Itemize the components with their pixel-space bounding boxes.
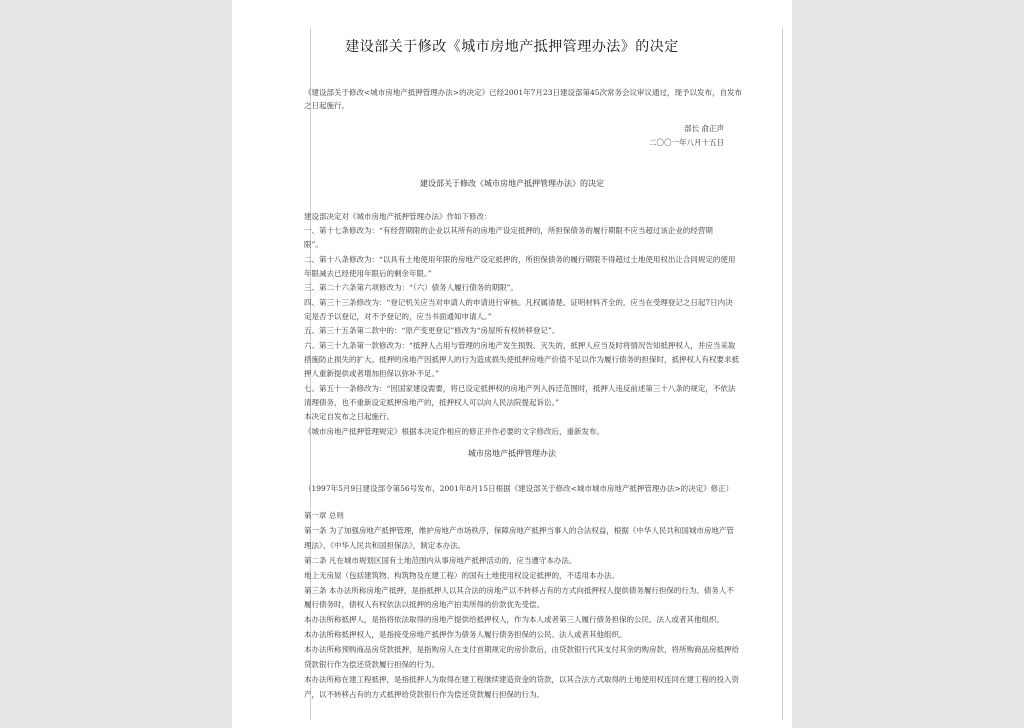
law-line: 履行债务时，债权人有权依法以抵押的房地产拍卖所得的价款优先受偿。 xyxy=(304,600,544,609)
decision-line: 三、第二十六条第六项修改为：“（六）债务人履行债务的期限”。 xyxy=(304,283,518,292)
decision-line: 押人重新提供或者增加担保以弥补不足。” xyxy=(304,369,440,378)
chapter-heading: 第一章 总则 xyxy=(304,511,344,520)
law-line: 本办法所称抵押权人，是指接受房地产抵押作为债务人履行债务担保的公民、法人或者其他组织。 xyxy=(304,630,627,639)
law-line: 第三条 本办法所称房地产抵押，是指抵押人以其合法的房地产以不转移占有的方式向抵押权人提供债务履行担保的行为。债务人不 xyxy=(304,586,734,595)
law-note: （1997年5月9日建设部令第56号发布，2001年8月15日根据《建设部关于修改<城市城市房地产抵押管理办法>的决定》修正） xyxy=(304,484,734,493)
law-line: 产，以不转移占有的方式抵押给贷款银行作为偿还贷款履行担保的行为。 xyxy=(304,690,544,699)
decision-line: 一、第十七条修改为：“有经营期限的企业以其所有的房地产设定抵押的，所担保债务的履行期限不应当超过该企业的经营期 xyxy=(304,226,713,235)
signature-date: 二〇〇一年八月十五日 xyxy=(649,138,724,147)
law-line: 第二条 凡在城市规划区国有土地范围内从事房地产抵押活动的，应当遵守本办法。 xyxy=(304,556,577,565)
decision-line: 年限减去已经使用年限后的剩余年限。” xyxy=(304,269,432,278)
decision-line: 六、第三十九条第一款修改为：“抵押人占用与管理的房地产发生损毁、灭失的，抵押人应当及时将情况告知抵押权人，并应当采取 xyxy=(304,341,736,350)
decision-line: 本决定自发布之日起施行。 xyxy=(304,412,394,421)
decision-line: 建设部决定对《城市房地产抵押管理办法》作如下修改： xyxy=(304,212,492,221)
right-margin-rule xyxy=(782,28,783,720)
intro-line: 《建设部关于修改<城市房地产抵押管理办法>的决定》已经2001年7月23日建设部第45次常务会议审议通过，现予以发布，自发布 xyxy=(304,88,743,97)
decision-line: 措施防止损失的扩大。抵押的房地产因抵押人的行为造成损失使抵押房地产价值不足以作为履行债务的担保时，抵押权人有权要求抵 xyxy=(304,355,739,364)
signature-role: 部长 俞正声 xyxy=(684,124,724,133)
law-line: 贷款银行作为偿还贷款履行担保的行为。 xyxy=(304,660,439,669)
law-line: 本办法所称抵押人，是指将依法取得的房地产提供给抵押权人，作为本人或者第三人履行债务担保的公民、法人或者其他组织。 xyxy=(304,615,724,624)
decision-line: 四、第三十三条修改为：“登记机关应当对申请人的申请进行审核。凡权属清楚、证明材料齐全的，应当在受理登记之日起7日内决 xyxy=(304,298,733,307)
decision-line: 七、第五十一条修改为：“因国家建设需要，将已设定抵押权的房地产列入拆迁范围时，抵押人违反前述第三十八条的规定，不依法 xyxy=(304,384,736,393)
law-line: 理法》、《中华人民共和国担保法》，制定本办法。 xyxy=(304,541,466,550)
law-line: 第一条 为了加强房地产抵押管理，维护房地产市场秩序，保障房地产抵押当事人的合法权益，根据《中华人民共和国城市房地产管 xyxy=(304,526,734,535)
decision-line: 限”。 xyxy=(304,240,323,249)
intro-line: 之日起施行。 xyxy=(304,101,349,110)
decision-heading: 建设部关于修改《城市房地产抵押管理办法》的决定 xyxy=(420,179,604,188)
law-heading: 城市房地产抵押管理办法 xyxy=(468,449,556,458)
decision-line: 《城市房地产抵押管理规定》根据本决定作相应的修正并作必要的文字修改后，重新发布。 xyxy=(304,427,604,436)
law-line: 地上无房屋（包括建筑物、构筑物及在建工程）的国有土地使用权设定抵押的，不适用本办法。 xyxy=(304,571,619,580)
law-line: 本办法所称在建工程抵押，是指抵押人为取得在建工程继续建造资金的贷款，以其合法方式取得的土地使用权连同在建工程的投入资 xyxy=(304,675,739,684)
decision-line: 二、第十八条修改为：“以具有土地使用年限的房地产设定抵押的，所担保债务的履行期限不得超过土地使用权出让合同规定的使用 xyxy=(304,255,736,264)
document-page xyxy=(232,0,792,728)
decision-line: 五、第三十五条第二款中的：“原产变更登记”修改为“房屋所有权转移登记”。 xyxy=(304,326,560,335)
law-line: 本办法所称预购商品房贷款抵押，是指购房人在支付首期规定的房价款后，由贷款银行代其支付其余的购房款，将所购商品房抵押给 xyxy=(304,645,739,654)
document-title: 建设部关于修改《城市房地产抵押管理办法》的决定 xyxy=(345,39,679,55)
decision-line: 定是否予以登记，对不予登记的，应当书面通知申请人。” xyxy=(304,312,492,321)
decision-line: 清理债务，也不重新设定抵押房地产的，抵押权人可以向人民法院提起诉讼。” xyxy=(304,398,560,407)
